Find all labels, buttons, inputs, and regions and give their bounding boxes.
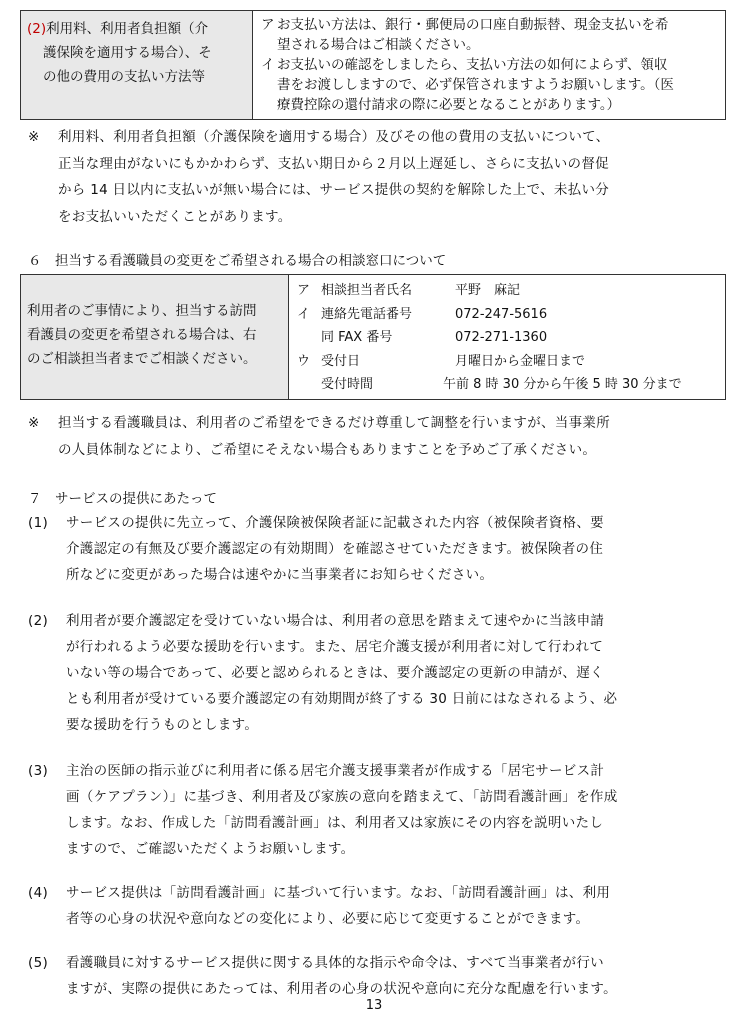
contact-row-phone: イ 連絡先電話番号 072-247-5616 bbox=[297, 306, 548, 322]
section-7-title: ７ サービスの提供にあたって bbox=[28, 491, 217, 507]
item-number: (5) bbox=[28, 955, 49, 971]
contact-row-hours: 受付時間 午前 8 時 30 分から午後 5 時 30 分まで bbox=[321, 377, 682, 392]
contact-row-fax: 同 FAX 番号 072-271-1360 bbox=[321, 330, 548, 345]
staff-change-note: ※ 担当する看護職員は、利用者のご希望をできるだけ尊重して調整を行いますが、当事業所 の人員体制などにより、ご希望にそえない場合もありますことを予めご了承ください。 bbox=[28, 410, 728, 463]
section-6-title: ６ 担当する看護職員の変更をご希望される場合の相談窓口について bbox=[28, 253, 447, 269]
consultation-content-cell bbox=[289, 275, 725, 399]
item-number-red: (2) bbox=[27, 21, 47, 37]
contact-row-days: ウ 受付日 月曜日から金曜日まで bbox=[297, 353, 586, 369]
payment-method-table bbox=[20, 10, 726, 120]
payment-header-line: (2)利用料、利用者負担額（介 bbox=[27, 21, 209, 37]
payment-header-line: の他の費用の支払い方法等 bbox=[43, 69, 205, 85]
consultation-table bbox=[20, 274, 726, 400]
payment-method-header-cell bbox=[21, 11, 253, 119]
note-mark: ※ bbox=[28, 129, 40, 145]
payment-item-i: イ お支払いの確認をしましたら、支払い方法の如何によらず、領収 書をお渡ししますので、必ず保管されますようお願いします。（医 療費控除の還付請求の際に必要となることがあります。） bbox=[261, 57, 674, 113]
service-item-4: (4) サービス提供は「訪問看護計画」に基づいて行います。なお、「訪問看護計画」は、利用 者等の心身の状況や意向などの変化により、必要に応じて変更することができます。 bbox=[28, 880, 728, 932]
service-item-3: (3) 主治の医師の指示並びに利用者に係る居宅介護支援事業者が作成する「居宅サービス計 画（ケアプラン）」に基づき、利用者及び家族の意向を踏まえて、「訪問看護計画」を作成 します。なお、作成した「訪問看護計画」は、利用者又は家族にその内容を説明いたし ますので、ご確認いただくようお願いします。 bbox=[28, 758, 728, 862]
payment-method-content-cell bbox=[253, 11, 725, 119]
service-item-5: (5) 看護職員に対するサービス提供に関する具体的な指示や命令は、すべて当事業者が行い ますが、実際の提供にあたっては、利用者の心身の状況や意向に充分な配慮を行います。 bbox=[28, 950, 728, 1002]
contact-row-name: ア 相談担当者氏名 平野 麻記 bbox=[297, 283, 521, 298]
service-item-2: (2) 利用者が要介護認定を受けていない場合は、利用者の意思を踏まえて速やかに当該申請 が行われるよう必要な援助を行います。また、居宅介護支援が利用者に対して行われて いない等の場合であって、必要と認められるときは、要介護認定の更新の申請が、遅く とも利用者が受けている要介護認定の有効期間が終了する 30 日前にはなされるよう、必 要な援助を行うものとします。 bbox=[28, 608, 728, 738]
item-number: (1) bbox=[28, 515, 49, 531]
note-mark: ※ bbox=[28, 415, 40, 431]
item-number: (4) bbox=[28, 885, 49, 901]
page-number: 13 bbox=[365, 998, 383, 1013]
consultation-header-cell: 利用者のご事情により、担当する訪問 看護員の変更を希望される場合は、右 のご相談担当者までご相談ください。 bbox=[21, 275, 289, 399]
payment-header-line: 護保険を適用する場合）、そ bbox=[43, 45, 212, 61]
item-number: (2) bbox=[28, 613, 49, 629]
payment-item-a: ア お支払い方法は、銀行・郵便局の口座自動振替、現金支払いを希 望される場合はご相談ください。 bbox=[261, 17, 669, 53]
service-item-1: (1) サービスの提供に先立って、介護保険被保険者証に記載された内容（被保険者資格、要 介護認定の有無及び要介護認定の有効期間）を確認させていただきます。被保険者の住 所などに変更があった場合は速やかに当事業者にお知らせください。 bbox=[28, 510, 728, 588]
payment-delay-note: ※ 利用料、利用者負担額（介護保険を適用する場合）及びその他の費用の支払いについて、 正当な理由がないにもかかわらず、支払い期日から２月以上遅延し、さらに支払いの督促 から 14 日以内に支払いが無い場合には、サービス提供の契約を解除した上で、未払い分 をお支払いいただくことがあります。 bbox=[28, 124, 728, 230]
item-number: (3) bbox=[28, 763, 49, 779]
